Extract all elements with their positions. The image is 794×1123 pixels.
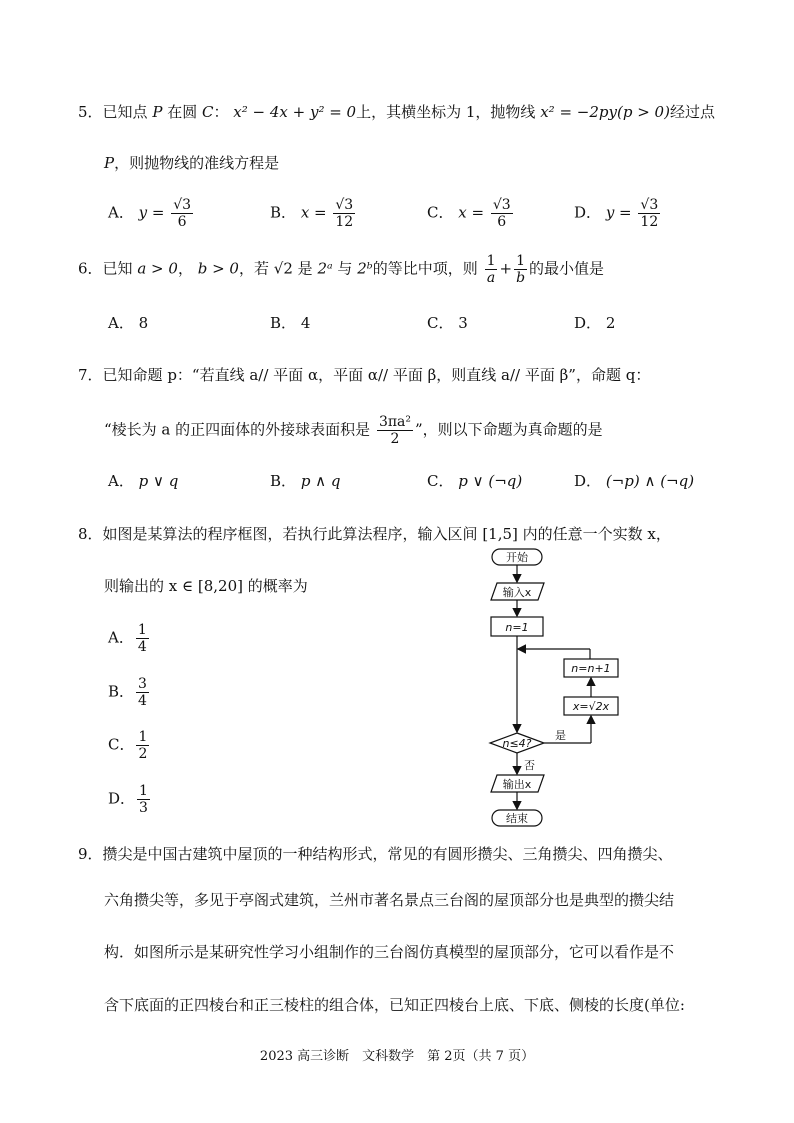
option-label: A．	[108, 472, 134, 490]
page-footer	[0, 1045, 794, 1064]
q5-option-b[interactable]	[270, 197, 357, 230]
fraction-denominator: 12	[640, 214, 659, 230]
flowchart-diagram	[480, 545, 630, 830]
option-fraction	[491, 197, 513, 230]
fraction-numerator: 3πa²	[378, 414, 412, 430]
power-b: 2ᵇ	[357, 259, 373, 278]
fraction-denominator: a	[486, 270, 496, 286]
fraction-numerator: 1	[139, 783, 148, 799]
q6-text: 与	[337, 259, 353, 278]
q9-text: 含下底面的正四棱台和正三棱柱的组合体，已知正四棱台上底、下底、侧棱的长度(单位:	[104, 996, 685, 1014]
question-6-stem: 6．已知 a > 0， b > 0，若 √2 是 2ᵃ 与 2ᵇ的等比中项，则 $\frac{1}{a}$ + $\frac{1}{b}$ 的最小值是	[78, 253, 605, 286]
q5-option-d[interactable]	[574, 197, 662, 230]
q7-text: 已知命题 p：“若直线 a// 平面 α，平面 α// 平面 β，则直线 a// 平面 β”，命题 q：	[102, 366, 651, 384]
option-value: p ∧ q	[300, 472, 341, 490]
q6-text: 是	[297, 259, 313, 278]
option-value: (¬p) ∧ (¬q)	[605, 472, 695, 490]
option-value: 4	[300, 314, 311, 332]
footer-text: 2023 高三诊断 文科数学 第 2页（共 7 页）	[259, 1049, 535, 1064]
flow-init-label: n=1	[505, 621, 529, 634]
q9-number: 9．	[78, 845, 103, 863]
fraction-denominator: 4	[138, 693, 147, 709]
option-value: p ∨ (¬q)	[458, 472, 523, 490]
question-7-stem-line2	[104, 414, 603, 447]
option-fraction	[136, 676, 149, 709]
option-value: 8	[138, 314, 149, 332]
q7-option-c[interactable]	[427, 470, 522, 491]
q6-number: 6．	[78, 259, 103, 278]
circle-equation: x² − 4x + y² = 0	[233, 103, 357, 121]
q7-option-a[interactable]	[108, 470, 178, 491]
fraction-denominator: 4	[137, 639, 147, 655]
option-label: C．	[427, 472, 454, 490]
option-label: A．	[108, 628, 134, 647]
option-label: B．	[270, 472, 297, 490]
q5-text: 在圆	[167, 103, 198, 121]
option-fraction	[136, 622, 149, 655]
q6-text: 的最小值是	[529, 259, 605, 278]
option-value: 2	[605, 314, 616, 332]
q5-text: 已知点	[102, 103, 148, 121]
fraction-numerator: √3	[173, 197, 192, 213]
q5-number: 5．	[78, 103, 103, 121]
q6-option-a[interactable]	[108, 312, 148, 333]
option-lhs: y =	[605, 203, 632, 222]
option-lhs: x =	[300, 203, 327, 222]
question-5-stem-line2	[104, 152, 279, 174]
question-7-stem	[78, 364, 650, 386]
fraction-numerator: √3	[492, 197, 511, 213]
question-5-stem: 5．已知点 P 在圆 C： x² − 4x + y² = 0上，其横坐标为 1，抛物线 x² = −2py(p > 0)经过点	[78, 103, 715, 121]
fraction-numerator: √3	[640, 197, 659, 213]
q5-text: 经过点	[669, 103, 715, 121]
q6-text: ，若	[238, 259, 269, 278]
parabola-equation: x² = −2py(p > 0)	[540, 103, 670, 121]
q6-option-c[interactable]	[427, 312, 468, 333]
point-p: P	[152, 103, 163, 121]
question-9-line2	[104, 889, 674, 911]
flow-update-n-label: n=n+1	[571, 662, 611, 675]
flow-update-x-label: x=√2x	[572, 700, 610, 713]
q7-text: “棱长为 a 的正四面体的外接球表面积是	[104, 420, 371, 439]
q5-text: ，则抛物线的准线方程是	[114, 154, 280, 172]
question-9-line4	[104, 994, 685, 1016]
flow-condition-label: n≤4?	[502, 737, 532, 750]
q7-number: 7．	[78, 366, 103, 384]
flow-output-label: 输出x	[502, 778, 532, 791]
q6-text: 已知	[102, 259, 133, 278]
q8-option-a[interactable]	[108, 622, 151, 655]
option-label: C．	[427, 314, 454, 332]
q8-option-d[interactable]	[108, 783, 152, 816]
q9-text: 攒尖是中国古建筑中屋顶的一种结构形式，常见的有圆形攒尖、三角攒尖、四角攒尖、	[102, 845, 673, 863]
question-8-stem	[78, 523, 671, 545]
option-lhs: y =	[138, 203, 165, 222]
q8-option-c[interactable]	[108, 729, 151, 762]
fraction-denominator: 2	[390, 431, 400, 447]
option-value: 3	[458, 314, 468, 332]
flow-yes-label: 是	[555, 729, 566, 742]
option-label: B．	[270, 203, 297, 222]
point-p: P	[104, 154, 115, 172]
q5-option-c[interactable]	[427, 197, 515, 230]
q9-text: 构．如图所示是某研究性学习小组制作的三台阁仿真模型的屋顶部分，它可以看作是不	[104, 943, 675, 961]
fraction-denominator: 12	[335, 214, 354, 230]
flow-input-label: 输入x	[502, 586, 532, 599]
option-fraction	[171, 197, 193, 230]
sqrt-two: √2	[273, 259, 293, 278]
fraction-1-over-b	[514, 253, 527, 286]
option-fraction	[137, 783, 150, 816]
q7-option-d[interactable]	[574, 470, 694, 491]
fraction-numerator: 1	[514, 253, 527, 270]
circle-c: C	[202, 103, 214, 121]
option-label: D．	[574, 314, 602, 332]
option-label: D．	[574, 472, 602, 490]
q9-text: 六角攒尖等，多见于亭阁式建筑，兰州市著名景点三台阁的屋顶部分也是典型的攒尖结	[104, 891, 675, 909]
fraction-denominator: 2	[138, 746, 148, 762]
q8-text: 如图是某算法的程序框图，若执行此算法程序，输入区间 [1,5] 内的任意一个实数 x，	[102, 525, 671, 543]
q6-option-b[interactable]	[270, 312, 310, 333]
sphere-area-fraction	[377, 414, 413, 447]
q8-option-b[interactable]	[108, 676, 151, 709]
option-label: C．	[108, 735, 135, 754]
q5-text: 上，其横坐标为 1，抛物线	[356, 103, 536, 121]
fraction-numerator: 1	[137, 622, 147, 638]
option-label: D．	[574, 203, 602, 222]
option-label: A．	[108, 314, 134, 332]
q8-number: 8．	[78, 525, 103, 543]
option-label: B．	[270, 314, 297, 332]
fraction-numerator: √3	[335, 197, 354, 213]
flow-start-label: 开始	[506, 551, 528, 564]
flow-end-label: 结束	[506, 812, 528, 825]
b-condition: b > 0	[197, 259, 239, 278]
option-fraction	[136, 729, 149, 762]
fraction-1-over-a	[485, 253, 498, 286]
question-8-stem-line2	[104, 575, 308, 597]
option-fraction	[333, 197, 355, 230]
fraction-denominator: 6	[497, 214, 507, 230]
option-value: p ∨ q	[138, 472, 179, 490]
flow-no-label: 否	[524, 759, 535, 772]
option-label: A．	[108, 203, 134, 222]
fraction-denominator: b	[516, 270, 526, 286]
question-9-line3	[104, 941, 674, 963]
fraction-denominator: 3	[139, 800, 148, 816]
q7-option-b[interactable]	[270, 470, 341, 491]
q8-text: 则输出的 x ∈ [8,20] 的概率为	[104, 577, 308, 595]
fraction-numerator: 1	[486, 253, 496, 269]
power-a: 2ᵃ	[317, 259, 333, 278]
fraction-denominator: 6	[177, 214, 187, 230]
option-lhs: x =	[458, 203, 485, 222]
fraction-numerator: 1	[138, 729, 148, 745]
q7-text: ”，则以下命题为真命题的是	[415, 420, 603, 439]
option-label: B．	[108, 682, 135, 701]
q5-option-a[interactable]	[108, 197, 195, 230]
q6-text: 的等比中项，则	[372, 259, 478, 278]
option-fraction	[638, 197, 660, 230]
flowchart	[480, 545, 630, 830]
question-9-stem	[78, 843, 673, 865]
option-label: C．	[427, 203, 454, 222]
option-label: D．	[108, 789, 136, 808]
fraction-numerator: 3	[138, 676, 147, 692]
q6-option-d[interactable]	[574, 312, 615, 333]
a-condition: a > 0	[137, 259, 178, 278]
